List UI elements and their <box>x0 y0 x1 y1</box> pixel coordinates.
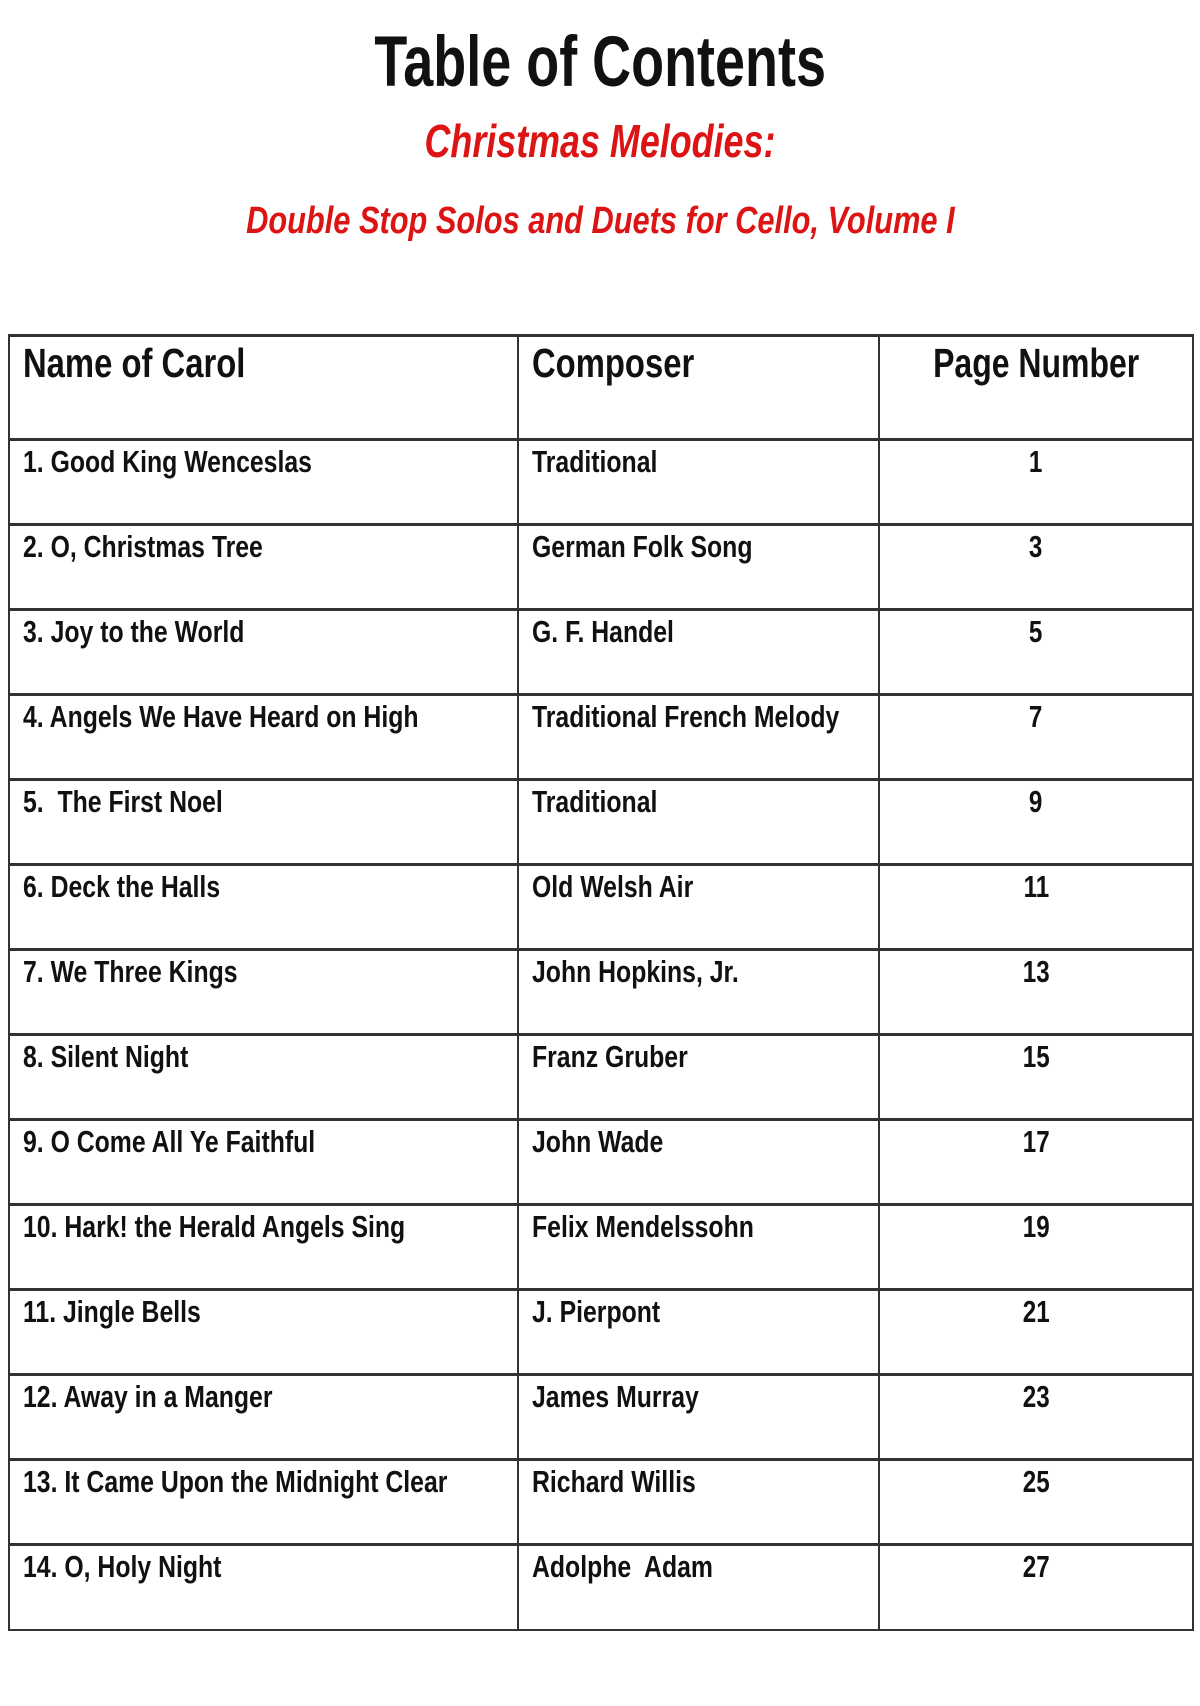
composer-name: Franz Gruber <box>532 1039 688 1074</box>
carol-name-cell <box>9 1545 518 1630</box>
composer-cell <box>518 525 879 610</box>
page-title: Table of Contents <box>374 23 826 102</box>
page-number: 21 <box>1022 1294 1050 1329</box>
carol-name: 5. The First Noel <box>23 784 223 819</box>
composer-cell <box>518 1035 879 1120</box>
carol-name: 12. Away in a Manger <box>23 1379 273 1414</box>
composer-name: Felix Mendelssohn <box>532 1209 754 1244</box>
composer-cell <box>518 780 879 865</box>
page-number: 25 <box>1022 1464 1050 1499</box>
page-number-cell <box>879 525 1193 610</box>
table-row <box>9 1205 1193 1290</box>
page-number-cell <box>879 1035 1193 1120</box>
carol-name-cell <box>9 865 518 950</box>
composer-cell <box>518 1545 879 1630</box>
carol-name-cell <box>9 695 518 780</box>
document-page <box>0 23 1200 1706</box>
document-header <box>0 23 1200 242</box>
carol-name: 4. Angels We Have Heard on High <box>23 699 419 734</box>
composer-cell <box>518 1120 879 1205</box>
page-number: 13 <box>1022 954 1050 989</box>
composer-cell <box>518 440 879 525</box>
page-number-cell <box>879 865 1193 950</box>
page-number: 7 <box>1029 699 1043 734</box>
carol-name-cell <box>9 440 518 525</box>
page-number-cell <box>879 950 1193 1035</box>
composer-name: J. Pierpont <box>532 1294 661 1329</box>
composer-name: German Folk Song <box>532 529 753 564</box>
table-row <box>9 525 1193 610</box>
table-row <box>9 1375 1193 1460</box>
table-row <box>9 1290 1193 1375</box>
page-number-cell <box>879 780 1193 865</box>
composer-cell <box>518 1205 879 1290</box>
carol-name: 9. O Come All Ye Faithful <box>23 1124 316 1159</box>
toc-table-body <box>9 440 1193 1630</box>
carol-name-cell <box>9 1460 518 1545</box>
composer-cell <box>518 1375 879 1460</box>
carol-name-cell <box>9 525 518 610</box>
page-number-cell <box>879 1290 1193 1375</box>
composer-name: John Hopkins, Jr. <box>532 954 739 989</box>
table-row <box>9 865 1193 950</box>
page-number: 27 <box>1022 1549 1050 1584</box>
page-number-cell <box>879 1460 1193 1545</box>
page-number: 9 <box>1029 784 1043 819</box>
carol-name-cell <box>9 610 518 695</box>
composer-cell <box>518 865 879 950</box>
carol-name-cell <box>9 1120 518 1205</box>
carol-name: 13. It Came Upon the Midnight Clear <box>23 1464 448 1499</box>
volume-subtitle: Double Stop Solos and Duets for Cello, Volume I <box>245 200 955 242</box>
composer-name: Traditional French Melody <box>532 699 840 734</box>
toc-table <box>8 334 1194 1631</box>
column-header-page-number: Page Number <box>879 336 1193 440</box>
page-number-cell <box>879 440 1193 525</box>
composer-name: G. F. Handel <box>532 614 674 649</box>
carol-name: 2. O, Christmas Tree <box>23 529 263 564</box>
carol-name: 3. Joy to the World <box>23 614 245 649</box>
toc-table-header <box>9 336 1193 440</box>
table-row <box>9 440 1193 525</box>
table-row <box>9 1120 1193 1205</box>
page-number-cell <box>879 1205 1193 1290</box>
composer-name: Adolphe Adam <box>532 1549 713 1584</box>
composer-name: Traditional <box>532 784 658 819</box>
header-row <box>9 336 1193 440</box>
carol-name: 11. Jingle Bells <box>23 1294 201 1329</box>
carol-name: 1. Good King Wenceslas <box>23 444 312 479</box>
page-number-cell <box>879 610 1193 695</box>
page-number: 19 <box>1022 1209 1050 1244</box>
carol-name: 14. O, Holy Night <box>23 1549 222 1584</box>
page-number: 5 <box>1029 614 1043 649</box>
table-row <box>9 1460 1193 1545</box>
carol-name-cell <box>9 1205 518 1290</box>
composer-cell <box>518 950 879 1035</box>
table-row <box>9 950 1193 1035</box>
carol-name-cell <box>9 1035 518 1120</box>
table-row <box>9 695 1193 780</box>
page-number-cell <box>879 1120 1193 1205</box>
carol-name: 10. Hark! the Herald Angels Sing <box>23 1209 406 1244</box>
carol-name: 6. Deck the Halls <box>23 869 221 904</box>
carol-name-cell <box>9 1375 518 1460</box>
page-number-cell <box>879 1545 1193 1630</box>
column-header-composer: Composer <box>518 336 879 440</box>
page-number-cell <box>879 1375 1193 1460</box>
composer-cell <box>518 1290 879 1375</box>
column-header-name-of-carol: Name of Carol <box>9 336 518 440</box>
carol-name: 7. We Three Kings <box>23 954 238 989</box>
composer-cell <box>518 1460 879 1545</box>
composer-cell <box>518 610 879 695</box>
page-number: 17 <box>1022 1124 1050 1159</box>
composer-name: James Murray <box>532 1379 699 1414</box>
page-number: 3 <box>1029 529 1043 564</box>
page-number-cell <box>879 695 1193 780</box>
composer-name: John Wade <box>532 1124 664 1159</box>
composer-cell <box>518 695 879 780</box>
series-title: Christmas Melodies: <box>424 115 776 167</box>
carol-name-cell <box>9 950 518 1035</box>
table-row <box>9 1545 1193 1630</box>
table-row <box>9 780 1193 865</box>
carol-name-cell <box>9 780 518 865</box>
composer-name: Traditional <box>532 444 658 479</box>
page-number: 15 <box>1022 1039 1050 1074</box>
page-number: 23 <box>1022 1379 1050 1414</box>
table-row <box>9 1035 1193 1120</box>
carol-name-cell <box>9 1290 518 1375</box>
composer-name: Richard Willis <box>532 1464 696 1499</box>
table-row <box>9 610 1193 695</box>
page-number: 11 <box>1023 869 1049 904</box>
page-number: 1 <box>1029 444 1043 479</box>
composer-name: Old Welsh Air <box>532 869 694 904</box>
carol-name: 8. Silent Night <box>23 1039 189 1074</box>
